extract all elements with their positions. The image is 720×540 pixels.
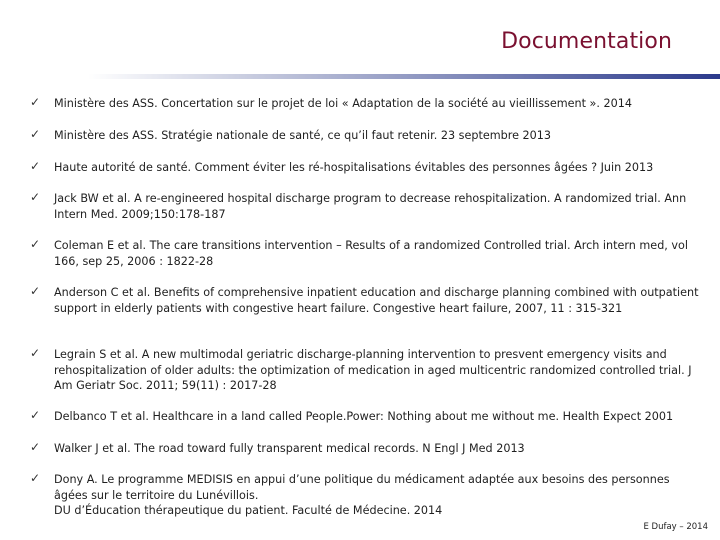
checkmark-icon: ✓ xyxy=(30,284,41,298)
checkmark-icon: ✓ xyxy=(30,440,41,454)
reference-text: Walker J et al. The road toward fully transparent medical records. N Engl J Med 2013 xyxy=(54,442,525,455)
checkmark-icon: ✓ xyxy=(30,408,41,422)
reference-text: Legrain S et al. A new multimodal geriatric discharge-planning intervention to presvent emergency visits and rehospitalization of older adults: the optimization of medication in aged multicentric randomized controlled trial. J Am Geriatr Soc. 2011; 59(11) : 2017-28 xyxy=(54,348,692,392)
reference-text: Anderson C et al. Benefits of comprehensive inpatient education and discharge planning combined with outpatient support in elderly patients with congestive heart failure. Congestive heart failure, 2007, 11 : 315-321 xyxy=(54,286,699,315)
reference-item xyxy=(30,191,700,222)
footer-credit: E Dufay – 2014 xyxy=(643,522,708,532)
reference-text: Delbanco T et al. Healthcare in a land called People.Power: Nothing about me without me. Health Expect 2001 xyxy=(54,410,674,423)
reference-item xyxy=(30,128,700,144)
reference-text: Ministère des ASS. Stratégie nationale de santé, ce qu’il faut retenir. 23 septembre 2013 xyxy=(54,129,551,142)
reference-text: Haute autorité de santé. Comment éviter les ré-hospitalisations évitables des personnes âgées ? Juin 2013 xyxy=(54,161,654,174)
reference-item xyxy=(30,160,700,176)
reference-text: Jack BW et al. A re-engineered hospital discharge program to decrease rehospitalization. A randomized trial. Ann Intern Med. 2009;150:178-187 xyxy=(54,192,687,221)
reference-text: Dony A. Le programme MEDISIS en appui d’une politique du médicament adaptée aux besoins des personnes âgées sur le territoire du Lunévillois. DU d’Éducation thérapeutique du patient. Faculté de Médecine. 2014 xyxy=(54,473,670,517)
checkmark-icon: ✓ xyxy=(30,190,41,204)
checkmark-icon: ✓ xyxy=(30,95,41,109)
reference-item xyxy=(30,96,700,112)
checkmark-icon: ✓ xyxy=(30,237,41,251)
page-title: Documentation xyxy=(501,29,672,54)
checkmark-icon: ✓ xyxy=(30,346,41,360)
reference-item xyxy=(30,347,700,394)
checkmark-icon: ✓ xyxy=(30,471,41,485)
reference-item xyxy=(30,285,700,316)
checkmark-icon: ✓ xyxy=(30,159,41,173)
reference-item xyxy=(30,441,700,457)
checkmark-icon: ✓ xyxy=(30,127,41,141)
reference-item xyxy=(30,238,700,269)
reference-item xyxy=(30,409,700,425)
reference-item xyxy=(30,472,700,519)
reference-text: Coleman E et al. The care transitions intervention – Results of a randomized Controlled trial. Arch intern med, vol 166, sep 25, 2006 : 1822-28 xyxy=(54,239,688,268)
reference-text: Ministère des ASS. Concertation sur le projet de loi « Adaptation de la société au vieillissement ». 2014 xyxy=(54,97,632,110)
